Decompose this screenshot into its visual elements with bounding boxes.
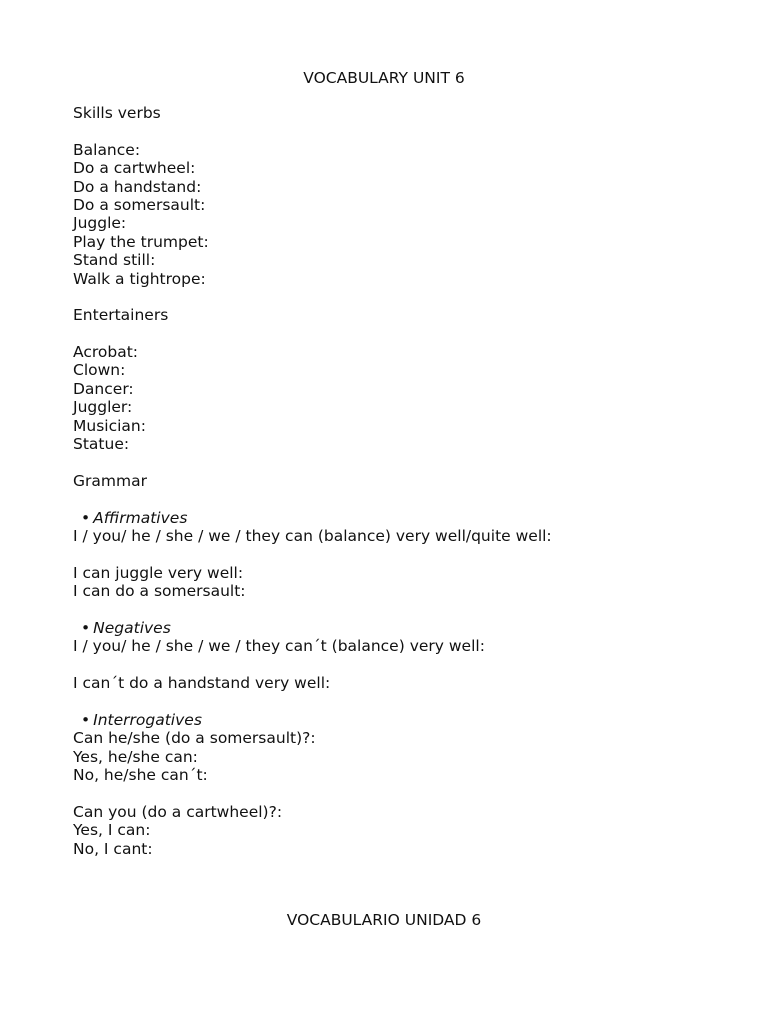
interrogatives-bullet (73, 711, 733, 729)
spacer (73, 490, 733, 508)
affirmatives-label: Affirmatives (93, 508, 188, 527)
interrogative-line: Yes, I can: (73, 821, 151, 840)
skill-item: Juggle: (73, 214, 127, 233)
affirmatives-rule: I / you/ he / she / we / they can (balance) very well/quite well: (73, 526, 552, 545)
spacer (73, 288, 733, 306)
document-body (73, 104, 733, 858)
interrogative-line: No, he/she can´t: (73, 766, 208, 785)
skill-item: Do a handstand: (73, 177, 202, 196)
entertainer-item: Clown: (73, 361, 126, 380)
spacer (73, 656, 733, 674)
bullet-icon: • (81, 508, 91, 527)
entertainer-item: Juggler: (73, 398, 133, 417)
skill-item: Do a somersault: (73, 195, 206, 214)
spacer (73, 325, 733, 343)
negative-example: I can´t do a handstand very well: (73, 674, 331, 693)
entertainer-item: Statue: (73, 435, 130, 454)
interrogative-line: Yes, he/she can: (73, 747, 198, 766)
skill-item: Stand still: (73, 251, 156, 270)
spacer (73, 122, 733, 140)
spacer (73, 601, 733, 619)
skills-heading: Skills verbs (73, 104, 161, 122)
interrogative-line: Can he/she (do a somersault)?: (73, 729, 316, 748)
bullet-icon: • (81, 618, 91, 637)
entertainers-heading: Entertainers (73, 306, 169, 325)
spacer (73, 693, 733, 711)
spacer (73, 545, 733, 563)
page-title: VOCABULARY UNIT 6 (303, 69, 465, 87)
affirmative-example: I can juggle very well: (73, 563, 244, 582)
skill-item: Do a cartwheel: (73, 159, 196, 178)
skill-item: Walk a tightrope: (73, 269, 206, 288)
skill-item: Balance: (73, 140, 141, 159)
spacer (73, 784, 733, 802)
negatives-label: Negatives (93, 618, 171, 637)
entertainer-item: Dancer: (73, 379, 134, 398)
entertainers-list (73, 343, 733, 453)
affirmative-example: I can do a somersault: (73, 582, 246, 601)
skills-list (73, 141, 733, 288)
grammar-heading: Grammar (73, 471, 147, 490)
footer-title: VOCABULARIO UNIDAD 6 (286, 911, 482, 929)
spacer (73, 453, 733, 471)
interrogatives-label: Interrogatives (93, 710, 202, 729)
interrogative-line: Can you (do a cartwheel)?: (73, 802, 283, 821)
bullet-icon: • (81, 710, 91, 729)
negatives-bullet (73, 619, 733, 637)
entertainer-item: Musician: (73, 416, 146, 435)
skill-item: Play the trumpet: (73, 232, 209, 251)
interrogative-line: No, I cant: (73, 839, 153, 858)
negatives-rule: I / you/ he / she / we / they can´t (balance) very well: (73, 637, 485, 656)
entertainer-item: Acrobat: (73, 343, 139, 362)
affirmatives-bullet (73, 509, 733, 527)
